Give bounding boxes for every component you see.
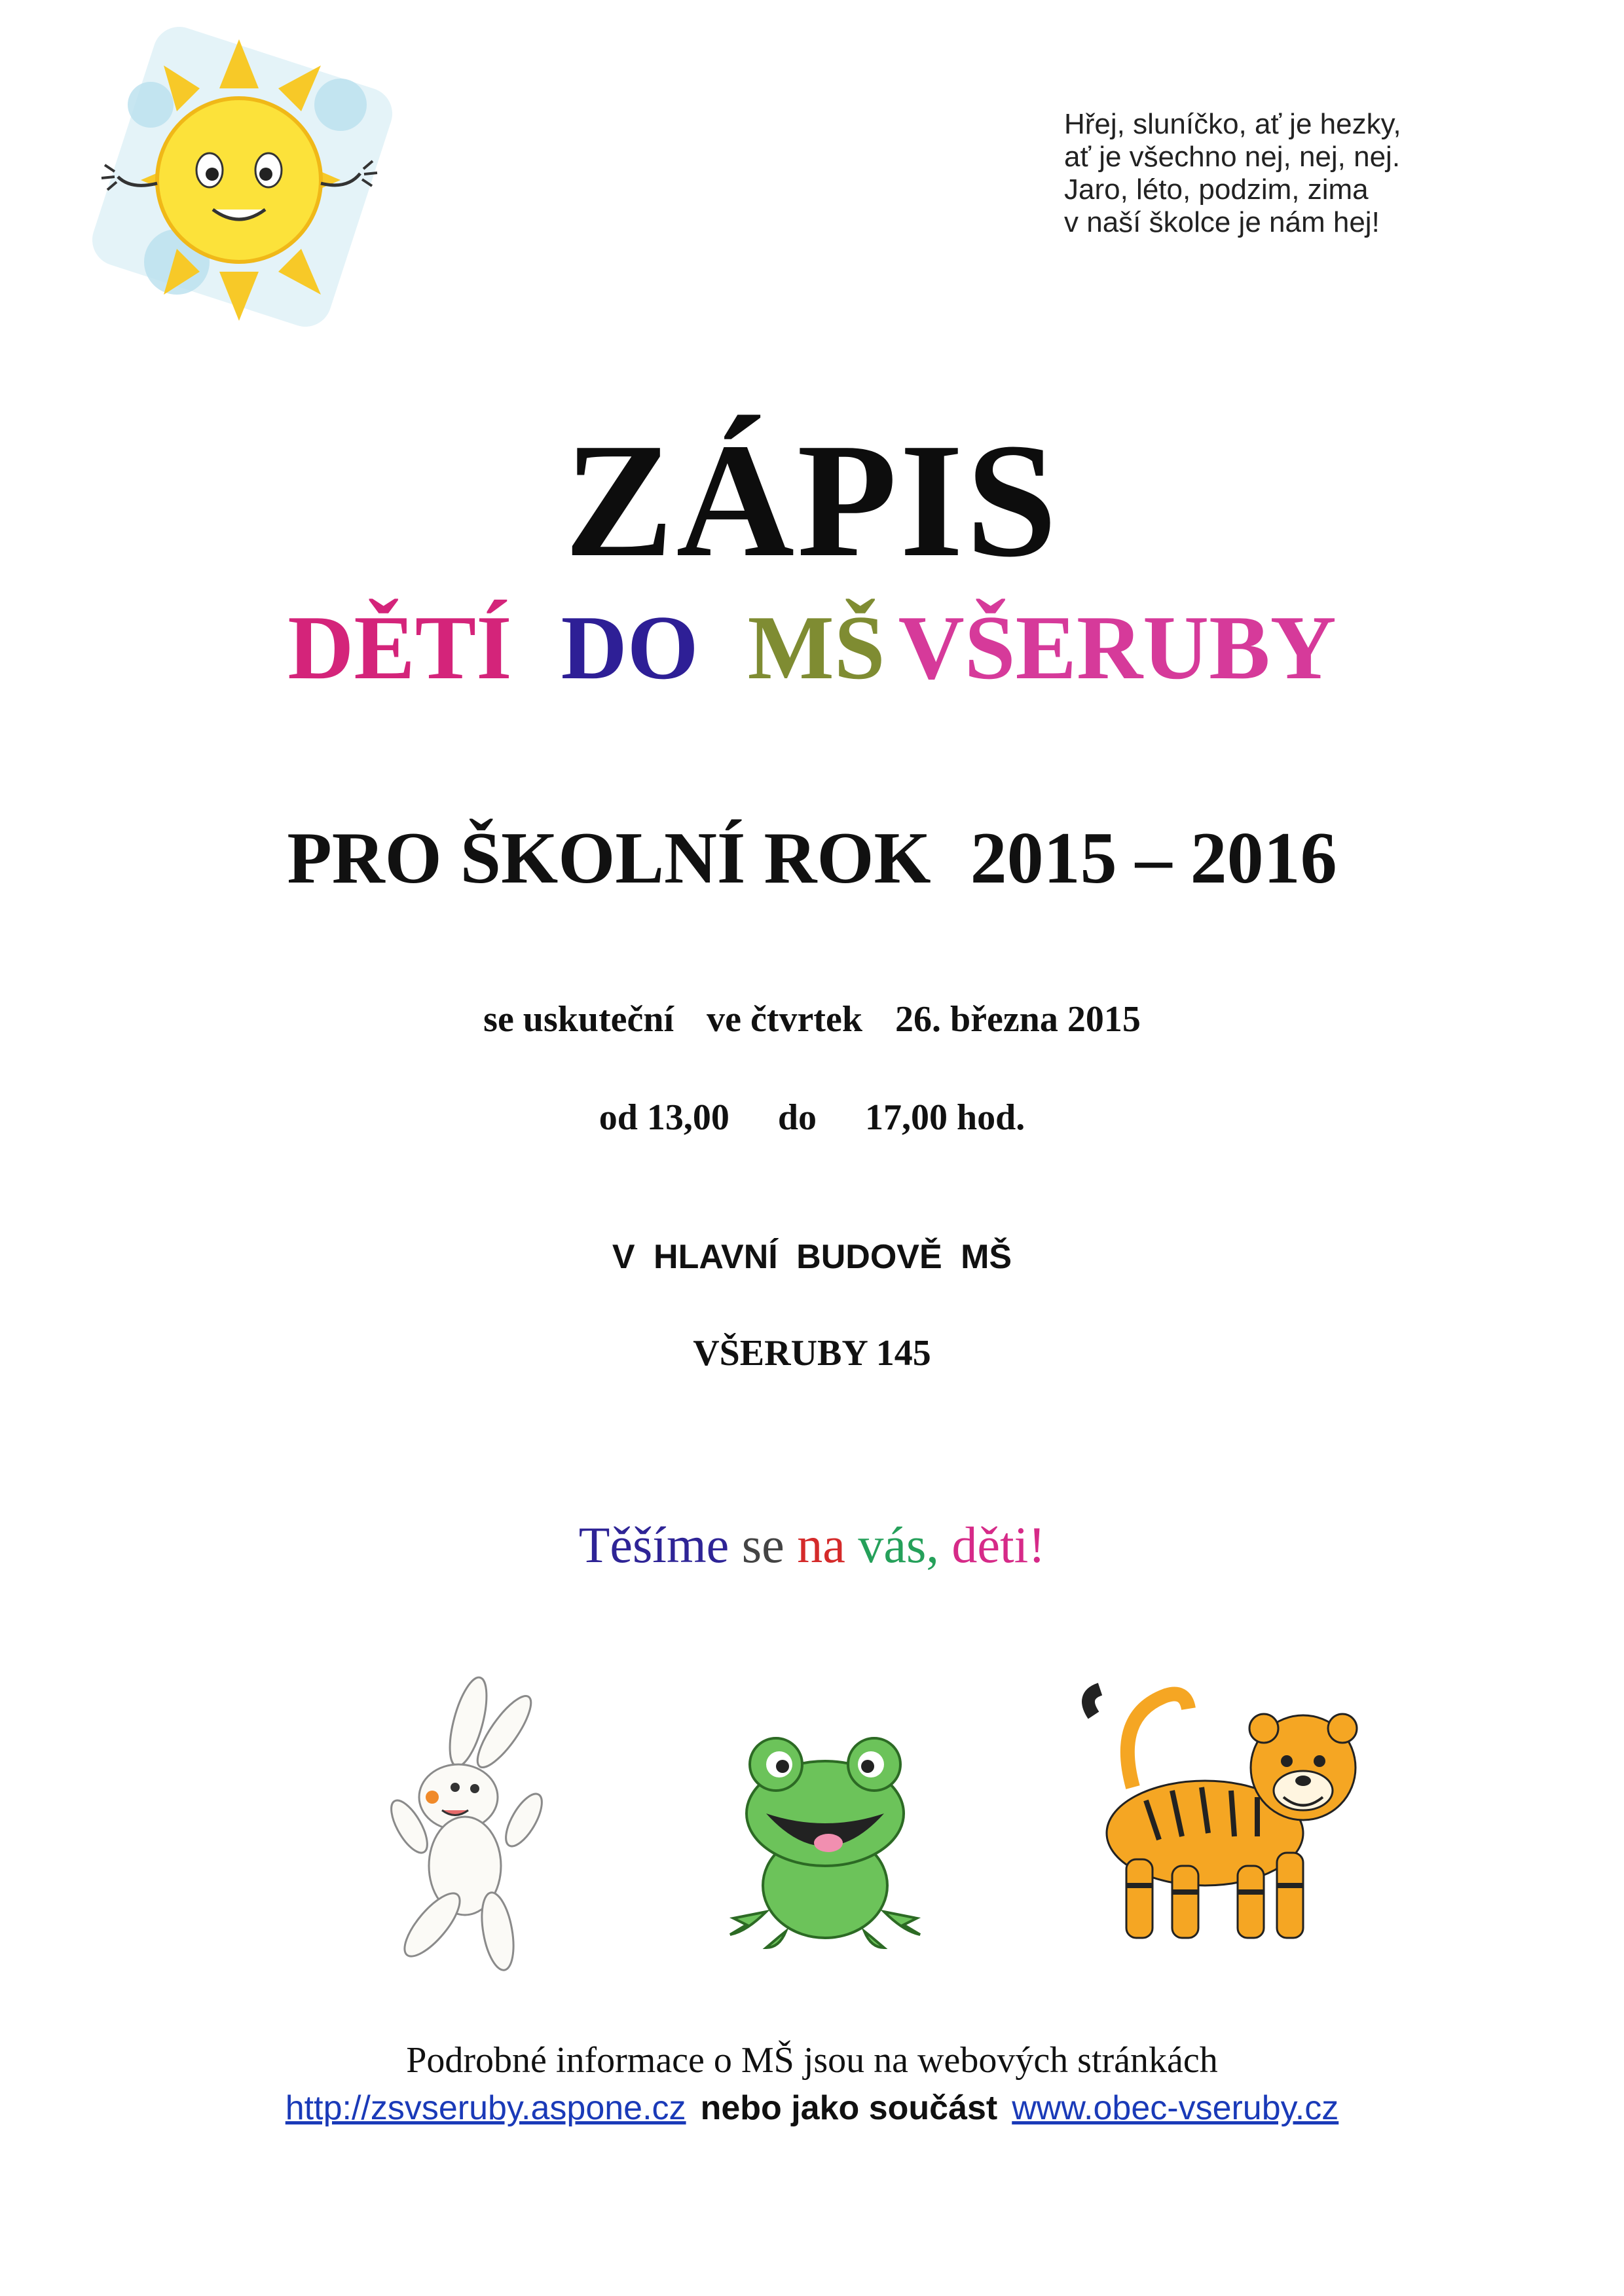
school-website-link[interactable]: http://zsvseruby.aspone.cz: [285, 2089, 686, 2127]
greeting-word: děti!: [951, 1516, 1046, 1573]
poem-line: Jaro, léto, podzim, zima: [1064, 173, 1369, 206]
footer-links: [0, 2088, 1624, 2128]
subtitle-ms: MŠ: [747, 597, 885, 699]
school-year-label: PRO ŠKOLNÍ ROK: [287, 818, 931, 899]
sun-icon: [79, 26, 419, 340]
event-time: [0, 1097, 1624, 1139]
subtitle-vseruby: VŠERUBY: [898, 597, 1337, 699]
event-date-part1: se uskuteční: [483, 999, 674, 1040]
event-time-until: 17,00 hod.: [865, 1097, 1025, 1138]
rabbit-icon: [370, 1676, 553, 1977]
greeting-word: se: [741, 1516, 784, 1573]
event-date-part2: ve čtvrtek: [707, 999, 862, 1040]
poem-line: v naší školce je nám hej!: [1064, 206, 1380, 238]
event-date: [0, 998, 1624, 1040]
village-website-link[interactable]: www.obec-vseruby.cz: [1012, 2089, 1339, 2127]
event-place: V HLAVNÍ BUDOVĚ MŠ: [612, 1238, 1012, 1276]
greeting-word: vás,: [858, 1516, 939, 1573]
event-time-from: od 13,00: [599, 1097, 729, 1138]
school-year: [0, 818, 1624, 899]
greeting-word: na: [797, 1516, 845, 1573]
subtitle: [0, 597, 1624, 699]
event-address: VŠERUBY 145: [693, 1333, 931, 1374]
subtitle-deti: DĚTÍ: [287, 597, 512, 699]
footer-info: Podrobné informace o MŠ jsou na webových stránkách: [406, 2040, 1218, 2081]
subtitle-do: DO: [561, 597, 699, 699]
greeting: [0, 1516, 1624, 1575]
poem: [1064, 108, 1522, 239]
footer-middle-text: nebo jako součást: [700, 2089, 998, 2127]
greeting-word: Těšíme: [578, 1516, 729, 1573]
school-year-value: 2015 – 2016: [970, 818, 1337, 899]
event-date-value: 26. března 2015: [895, 999, 1141, 1040]
page-title: ZÁPIS: [564, 410, 1060, 591]
frog-icon: [720, 1728, 930, 1951]
tiger-icon: [1074, 1676, 1369, 1951]
event-time-to: do: [777, 1097, 817, 1138]
poem-line: Hřej, sluníčko, ať je hezky,: [1064, 108, 1401, 140]
poem-line: ať je všechno nej, nej, nej.: [1064, 141, 1401, 173]
